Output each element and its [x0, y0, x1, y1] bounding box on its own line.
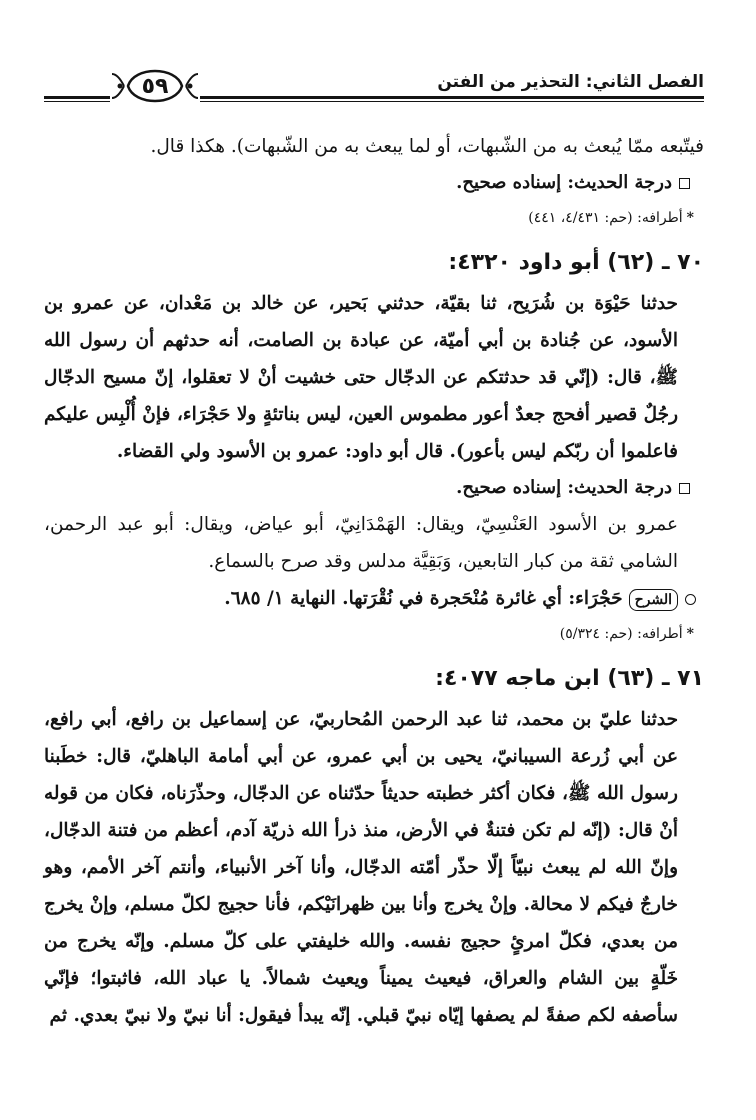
- page-number: ٥٩: [141, 73, 169, 99]
- hadith-heading: ٧٠ ـ (٦٢) أبو داود ٤٣٢٠:: [448, 250, 704, 275]
- hadith-text: حدثنا حَيْوَة بن شُرَيح، ثنا بقيّة، حدثني بَحير، عن خالد بن مَعْدان، عن عمرو بن الأسود، عن جُنادة بن أبي أميّة، عن عبادة بن الصامت، أنه حدثهم أن رسول الله ﷺ، قال: (إنّي قد حدثتكم عن الدجّال حتى خشيت أنْ لا تعقلوا، إنّ مسيح الدجّال رجُلٌ قصير أفحج جعدٌ أعور مطموس العين، ليس بناتئةٍ ولا حَجْرَاء، فإنْ أُلْبِس عليكم فاعلموا أن ربّكم ليس بأعور). قال أبو داود: عمرو بن الأسود ولي القضاء.: [44, 293, 678, 462]
- hadith-text: حدثنا عليّ بن محمد، ثنا عبد الرحمن المُحاربيّ، عن إسماعيل بن رافع، أبي رافع، عن أبي زُرعة السيبانيّ، يحيى بن أبي عمرو، عن أبي أمامة الباهليّ، قال: خطَبنا رسول الله ﷺ، فكان أكثر خطبته حديثاً حدّثناه عن الدجّال، وحذّرَناه، فكان من قوله أنْ قال: (إنّه لم تكن فتنةٌ في الأرض، منذ ذرأ الله ذريّة آدم، أعظم من فتنة الدجّال، وإنّ الله لم يبعث نبيّاً إلّا حذّر أمّته الدجّال، وأنا آخر الأنبياء، وأنتم آخر الأمم، وهو خارجٌ فيكم لا محالة. وإنْ يخرج وأنا بين ظهرانَيْكم، فأنا حجيج لكلّ مسلم، وإنْ يخرج من بعدي، فكلّ امرئٍ حجيج نفسه. والله خليفتي على كلّ مسلم. وإنّه يخرج من خَلّةٍ بين الشام والعراق، فيعيث يميناً ويعيث شمالاً. يا عباد الله، فاثبتوا؛ فإنّي سأصفه لكم صفةً لم يصفها إيّاه نبيّ قبلي. إنّه يبدأ فيقول: أنا نبيّ ولا نبيّ بعدي. ثم: [44, 709, 678, 1026]
- hadith-atraf: [44, 201, 704, 235]
- text-line-continuation: فيتّبعه ممّا يُبعث به من الشّبهات، أو لما يبعث به من الشّبهات). هكذا قال.: [150, 136, 704, 157]
- sharh-label: الشرح: [629, 589, 678, 611]
- page-number-badge: [110, 60, 200, 112]
- hadith-atraf: [44, 617, 704, 651]
- book-page: [44, 58, 704, 1034]
- hadith-heading: ٧١ ـ (٦٣) ابن ماجه ٤٠٧٧:: [435, 666, 704, 691]
- page-content: [44, 128, 704, 1034]
- square-outline-icon: [679, 483, 690, 494]
- hadith-grade: [44, 470, 704, 506]
- sharh-note: [44, 580, 704, 617]
- sharh-text: حَجْرَاء: أي غائرة مُنْحَجرة في نُقْرَتها. النهاية ١/ ٦٨٥.: [224, 588, 623, 609]
- asterisk-icon: *: [686, 210, 694, 226]
- atraf-text: أطرافه: (حم: ٤/٤٣١، ٤٤١): [528, 210, 683, 226]
- asterisk-icon: *: [686, 626, 694, 642]
- narrator-note: عمرو بن الأسود العَنْسِيّ، ويقال: الهَمْدَانِيّ، أبو عياض، ويقال: أبو عبد الرحمن، الشامي ثقة من كبار التابعين، وَبَقِيَّة مدلس وقد صرح بالسماع.: [44, 514, 678, 572]
- chapter-title: الفصل الثاني: التحذير من الفتن: [437, 72, 704, 92]
- square-outline-icon: [679, 178, 690, 189]
- running-header: [44, 58, 704, 112]
- circle-outline-icon: [685, 594, 696, 605]
- grade-text: درجة الحديث: إسناده صحيح.: [456, 172, 672, 193]
- atraf-text: أطرافه: (حم: ٥/٣٢٤): [559, 626, 683, 642]
- hadith-grade: [44, 165, 704, 201]
- grade-text: درجة الحديث: إسناده صحيح.: [456, 477, 672, 498]
